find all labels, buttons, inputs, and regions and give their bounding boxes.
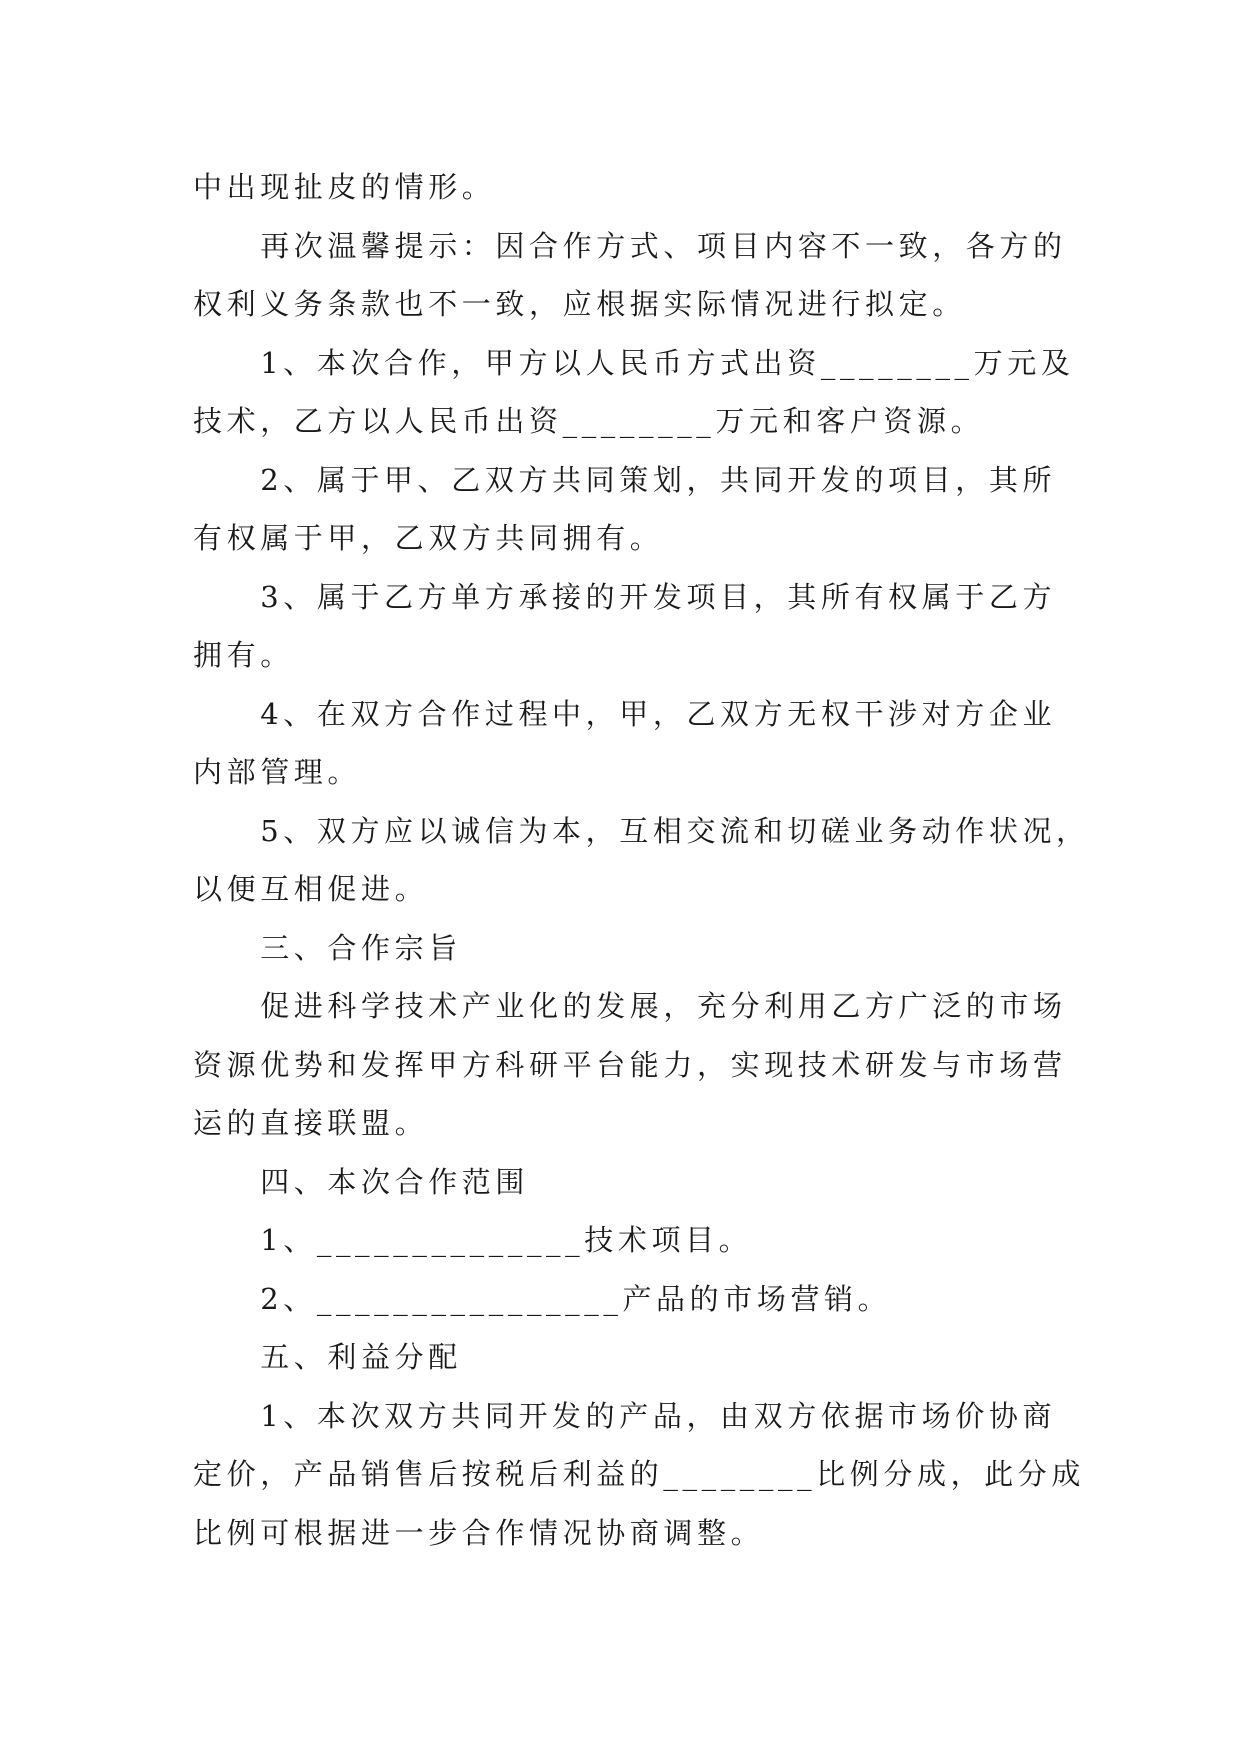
text-line: 2、________________产品的市场营销。 <box>193 1281 892 1316</box>
text-line: 4、在双方合作过程中，甲，乙双方无权干涉对方企业 <box>193 696 1057 731</box>
text-line: 1、本次双方共同开发的产品，由双方依据市场价协商 <box>193 1398 1057 1433</box>
text-line: 3、属于乙方单方承接的开发项目，其所有权属于乙方 <box>193 579 1057 614</box>
text-line: 内部管理。 <box>193 755 362 789</box>
text-line: 比例可根据进一步合作情况协商调整。 <box>193 1515 765 1550</box>
text-line: 有权属于甲，乙双方共同拥有。 <box>193 521 664 555</box>
text-line: 权利义务条款也不一致，应根据实际情况进行拟定。 <box>193 287 966 321</box>
text-line: 再次温馨提示：因合作方式、项目内容不一致，各方的 <box>193 228 1067 263</box>
document-body <box>193 158 1090 1562</box>
section-heading: 五、利益分配 <box>193 1340 462 1374</box>
text-line: 促进科学技术产业化的发展，充分利用乙方广泛的市场 <box>193 989 1067 1023</box>
text-line: 中出现扯皮的情形。 <box>193 170 496 204</box>
text-line: 1、本次合作，甲方以人民币方式出资________万元及 <box>193 345 1075 380</box>
text-line: 技术，乙方以人民币出资________万元和客户资源。 <box>193 404 985 438</box>
text-line: 定价，产品销售后按税后利益的________比例分成，此分成 <box>193 1457 1086 1491</box>
text-line: 2、属于甲、乙双方共同策划，共同开发的项目，其所 <box>193 462 1057 497</box>
text-line: 拥有。 <box>193 638 294 672</box>
text-line: 1、______________技术项目。 <box>193 1223 753 1257</box>
text-line: 5、双方应以诚信为本，互相交流和切磋业务动作状况， <box>193 813 1090 848</box>
text-line: 运的直接联盟。 <box>193 1106 429 1140</box>
section-heading: 四、本次合作范围 <box>193 1164 530 1199</box>
text-line: 资源优势和发挥甲方科研平台能力，实现技术研发与市场营 <box>193 1047 1067 1082</box>
section-heading: 三、合作宗旨 <box>193 930 462 965</box>
text-line: 以便互相促进。 <box>193 872 429 906</box>
